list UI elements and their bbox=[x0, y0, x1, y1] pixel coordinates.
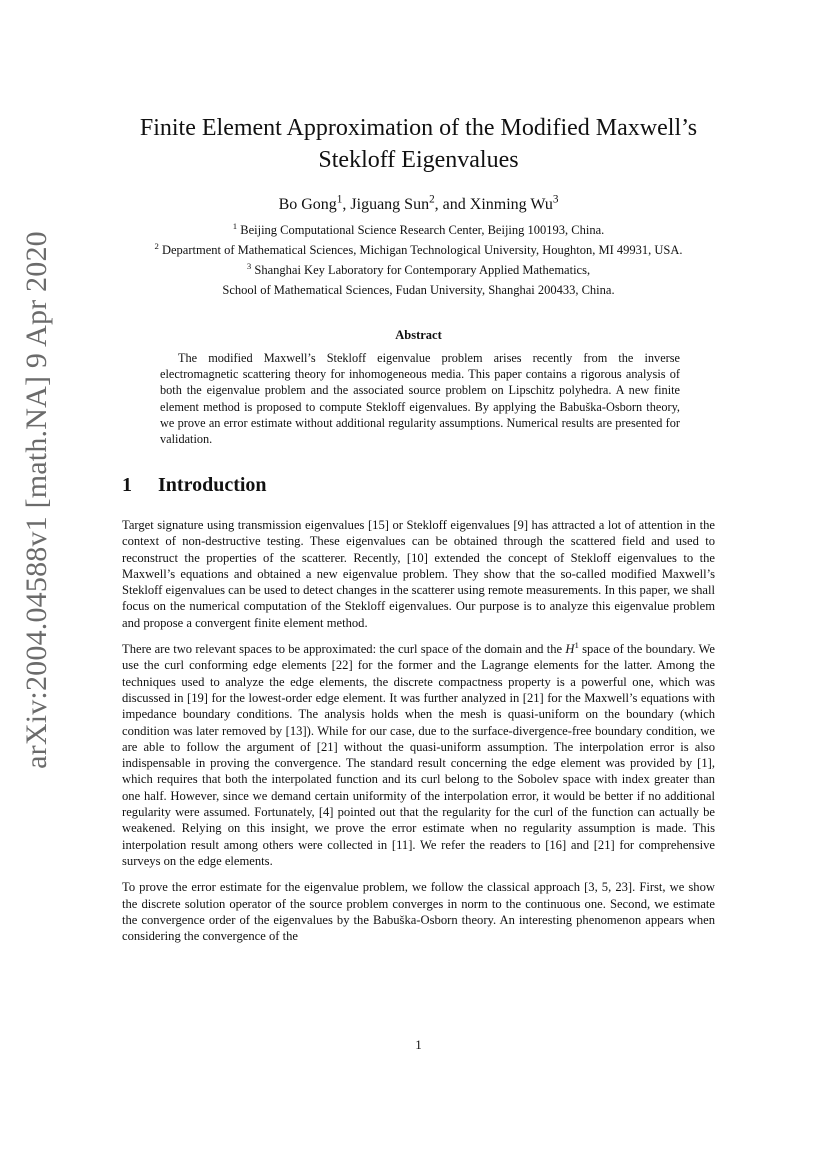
paragraph: Target signature using transmission eigenvalues [15] or Stekloff eigenvalues [9] has attracted a lot of attention in the context of non-destructive testing. These eigenvalues can be obtained through the scattered field and used to reconstruct the properties of the scatterer. Recently, [10] extended the concept of Stekloff eigenvalues to the Maxwell’s equations and obtained a new eigenvalue problem. They show that the so-called modified Maxwell’s Stekloff eigenvalues can be used to detect changes in the scatterer using remote measurements. In this paper, we shall focus on the numerical computation of the Stekloff eigenvalues. Our purpose is to analyze this eigenvalue problem and propose a convergent finite element method. bbox=[122, 518, 715, 630]
affiliation-list bbox=[122, 220, 715, 300]
affiliation-text: Beijing Computational Science Research Center, Beijing 100193, China. bbox=[240, 223, 605, 237]
abstract-heading: Abstract bbox=[395, 328, 442, 342]
author-affiliation-mark: 1 bbox=[336, 193, 343, 206]
author-list bbox=[122, 193, 715, 214]
author-name: Jiguang Sun bbox=[350, 196, 430, 213]
page-number: 1 bbox=[415, 1037, 422, 1052]
arxiv-identifier: arXiv:2004.04588v1 [math.NA] 9 Apr 2020 bbox=[20, 231, 53, 769]
math-superscript: 1 bbox=[574, 639, 579, 650]
affiliation-mark: 1 bbox=[232, 220, 238, 231]
section-body bbox=[122, 517, 715, 954]
title-line-2: Stekloff Eigenvalues bbox=[318, 147, 519, 173]
affiliation-2 bbox=[122, 240, 715, 260]
paragraph-text: space of the boundary. We use the curl conforming edge elements [22] for the former and the Lagrange elements for the latter. Among the techniques used to analyze the edge elements, the discrete compactness property is a powerful one, which was discussed in [19] for the lowest-order edge element. It was further analyzed in [21] for the Maxwell’s equations with impedance boundary conditions. The analysis holds when the mesh is quasi-uniform on the boundary (which condition was later removed by [13]). While for our case, due to the surface-divergence-free boundary condition, we are able to follow the argument of [21] without the quasi-uniform assumption. The interpolation error is also indispensable in proving the convergence. The standard result concerning the edge element was provided by [1], which requires that both the interpolated function and its curl belong to the Sobolev space with index greater than one half. However, since we demand certain uniformity of the interpolation error, it would be better if no additional regularity were assumed. Fortunately, [4] pointed out that the regularity for the curl of the function can actually be weakened. Relying on this insight, we prove the error estimate when no regularity assumption is made. This interpolation result among others were collected in [11]. We refer the readers to [16] and [21] for comprehensive surveys on the edge elements. bbox=[122, 642, 715, 868]
math-symbol: H bbox=[565, 642, 575, 657]
author-separator: , and bbox=[434, 196, 470, 213]
affiliation-mark: 3 bbox=[246, 260, 252, 271]
title-line-1: Finite Element Approximation of the Modified Maxwell’s bbox=[139, 115, 698, 141]
affiliation-text: Shanghai Key Laboratory for Contemporary Applied Mathematics, bbox=[254, 263, 591, 277]
section-number: 1 bbox=[122, 474, 132, 496]
author-affiliation-mark: 2 bbox=[429, 193, 435, 206]
affiliation-3 bbox=[122, 260, 715, 280]
affiliation-mark: 2 bbox=[154, 240, 159, 251]
section-heading bbox=[122, 474, 715, 497]
author-affiliation-mark: 3 bbox=[552, 193, 559, 206]
paper-title bbox=[122, 112, 715, 176]
author-name: Xinming Wu bbox=[469, 196, 553, 213]
abstract-text: The modified Maxwell’s Stekloff eigenvalue problem arises recently from the inverse electromagnetic scattering theory for inhomogeneous media. This paper contains a rigorous analysis of both the eigenvalue problem and the associated source problem on Lipschitz polyhedra. A new finite element method is proposed to compute Stekloff eigenvalues. By applying the Babuška-Osborn theory, we prove an error estimate without additional regularity assumptions. Numerical results are presented for validation. bbox=[160, 351, 680, 447]
arxiv-sidebar bbox=[0, 0, 60, 1169]
author-separator: , bbox=[342, 196, 351, 213]
paragraph bbox=[122, 641, 715, 869]
affiliation-text: Department of Mathematical Sciences, Michigan Technological University, Houghton, MI 49931, USA. bbox=[161, 243, 683, 257]
author-name: Bo Gong bbox=[278, 196, 337, 213]
affiliation-3-line-2: School of Mathematical Sciences, Fudan University, Shanghai 200433, China. bbox=[222, 283, 615, 297]
section-title: Introduction bbox=[158, 474, 267, 496]
paragraph: To prove the error estimate for the eigenvalue problem, we follow the classical approach [3, 5, 23]. First, we show the discrete solution operator of the source problem converges in norm to the continuous one. Second, we estimate the convergence order of the eigenvalues by the Babuška-Osborn theory. An interesting phenomenon appears when considering the convergence of the bbox=[122, 880, 715, 944]
affiliation-1 bbox=[122, 220, 715, 240]
paragraph-text: There are two relevant spaces to be approximated: the curl space of the domain and the bbox=[122, 642, 566, 657]
